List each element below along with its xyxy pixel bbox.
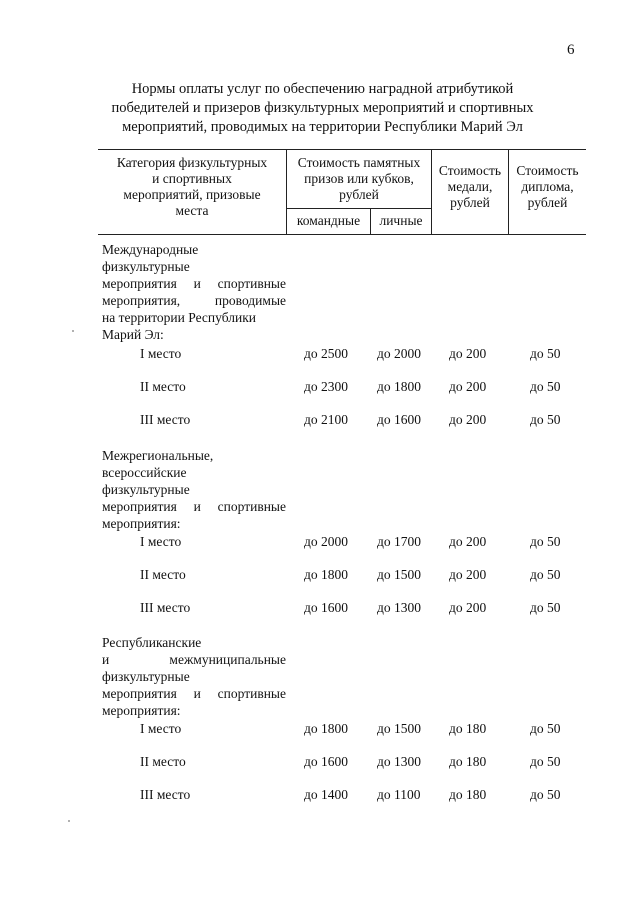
title-line: победителей и призеров физкультурных мероприятий и спортивных: [111, 100, 534, 116]
diploma-value: до 50: [530, 567, 561, 582]
medal-value: до 200: [449, 379, 487, 394]
header-bottom-border: [98, 234, 586, 235]
place-label: I место: [140, 346, 182, 361]
prize-subheader-divider: [286, 208, 431, 209]
place-label: III место: [140, 787, 191, 802]
medal-value: до 200: [449, 600, 487, 615]
medal-value: до 200: [449, 534, 487, 549]
header-personal: личные: [379, 213, 423, 228]
personal-value: до 2000: [377, 346, 421, 361]
personal-value: до 1300: [377, 600, 421, 615]
title-line: Нормы оплаты услуг по обеспечению наградной атрибутикой: [131, 81, 514, 97]
medal-value: до 180: [449, 721, 487, 736]
header-medal: Стоимость медали, рублей: [438, 163, 502, 210]
place-label: II место: [140, 567, 186, 582]
team-value: до 1400: [304, 787, 348, 802]
team-value: до 1600: [304, 754, 348, 769]
team-value: до 2300: [304, 379, 348, 394]
diploma-value: до 50: [530, 346, 561, 361]
personal-value: до 1800: [377, 379, 421, 394]
medal-value: до 180: [449, 754, 487, 769]
medal-value: до 180: [449, 787, 487, 802]
diploma-value: до 50: [530, 787, 561, 802]
page-number: 6: [567, 42, 575, 58]
diploma-value: до 50: [530, 534, 561, 549]
personal-value: до 1100: [377, 787, 421, 802]
category-international: Международные физкультурные мероприятия и спортивные мероприятия, проводимые на территории Республики Марий Эл:: [102, 242, 286, 342]
personal-value: до 1700: [377, 534, 421, 549]
personal-value: до 1500: [377, 567, 421, 582]
place-label: II место: [140, 754, 186, 769]
category-interregional: Межрегиональные, всероссийские физкультурные мероприятия и спортивные мероприятия:: [102, 448, 286, 531]
header-prizes: Стоимость памятных призов или кубков, рублей: [297, 155, 421, 202]
scan-speck: [68, 820, 70, 822]
place-label: I место: [140, 534, 182, 549]
diploma-value: до 50: [530, 754, 561, 769]
medal-value: до 200: [449, 412, 487, 427]
header-team: командные: [296, 213, 361, 228]
personal-value: до 1600: [377, 412, 421, 427]
diploma-value: до 50: [530, 600, 561, 615]
scan-speck: [72, 330, 74, 332]
team-value: до 1800: [304, 721, 348, 736]
diploma-value: до 50: [530, 721, 561, 736]
title-line: мероприятий, проводимых на территории Республики Марий Эл: [122, 119, 523, 135]
personal-value: до 1300: [377, 754, 421, 769]
place-label: III место: [140, 600, 191, 615]
header-diploma: Стоимость диплома, рублей: [516, 163, 579, 210]
team-value: до 2100: [304, 412, 348, 427]
diploma-value: до 50: [530, 379, 561, 394]
place-label: II место: [140, 379, 186, 394]
team-value: до 2500: [304, 346, 348, 361]
medal-value: до 200: [449, 567, 487, 582]
place-label: I место: [140, 721, 182, 736]
document-title: [100, 80, 545, 137]
place-label: III место: [140, 412, 191, 427]
personal-value: до 1500: [377, 721, 421, 736]
team-value: до 1800: [304, 567, 348, 582]
category-republican: Республиканские и межмуниципальные физкультурные мероприятия и спортивные мероприятия:: [102, 635, 286, 718]
table-top-border: [98, 149, 586, 150]
medal-value: до 200: [449, 346, 487, 361]
team-value: до 2000: [304, 534, 348, 549]
team-value: до 1600: [304, 600, 348, 615]
header-category: Категория физкультурных и спортивных мероприятий, призовые места: [116, 155, 268, 218]
diploma-value: до 50: [530, 412, 561, 427]
